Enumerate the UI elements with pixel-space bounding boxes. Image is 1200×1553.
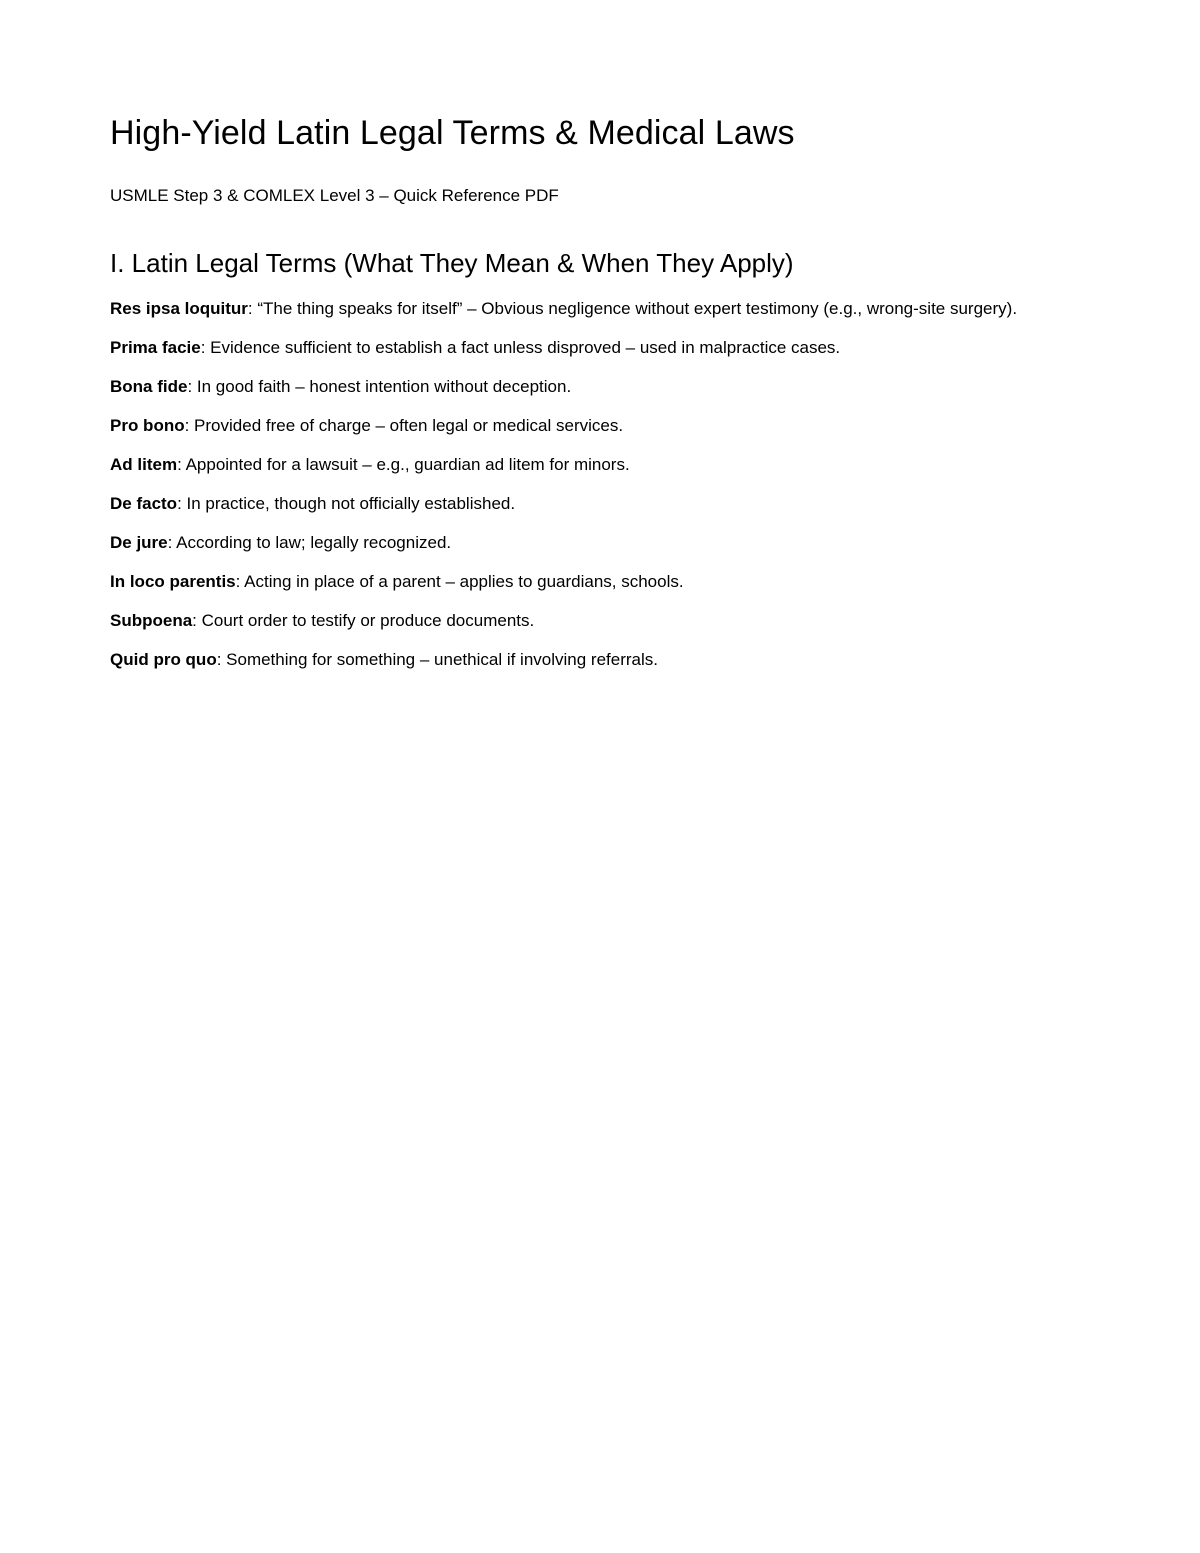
term-definition: : According to law; legally recognized. <box>167 533 452 552</box>
term-name: Bona fide <box>110 377 188 396</box>
term-definition: : In practice, though not officially established. <box>177 494 516 513</box>
term-item <box>110 452 1090 478</box>
term-definition: : Appointed for a lawsuit – e.g., guardian ad litem for minors. <box>177 455 630 474</box>
term-name: De facto <box>110 494 178 513</box>
document-title: High-Yield Latin Legal Terms & Medical Laws <box>110 114 795 152</box>
term-definition: : Acting in place of a parent – applies to guardians, schools. <box>235 572 684 591</box>
document-subtitle: USMLE Step 3 & COMLEX Level 3 – Quick Reference PDF <box>110 186 559 205</box>
term-name: Pro bono <box>110 416 185 435</box>
term-definition: : “The thing speaks for itself” – Obvious negligence without expert testimony (e.g., wrong-site surgery). <box>247 299 1018 318</box>
term-name: Res ipsa loquitur <box>110 299 248 318</box>
term-item <box>110 413 1090 439</box>
term-definition: : Evidence sufficient to establish a fact unless disproved – used in malpractice cases. <box>200 338 841 357</box>
term-name: Ad litem <box>110 455 178 474</box>
term-definition: : Something for something – unethical if involving referrals. <box>216 650 658 669</box>
term-name: De jure <box>110 533 168 552</box>
term-item <box>110 530 1090 556</box>
term-item <box>110 296 1090 322</box>
page-content <box>110 110 1090 686</box>
term-name: Subpoena <box>110 611 193 630</box>
term-definition: : In good faith – honest intention without deception. <box>187 377 572 396</box>
term-name: Quid pro quo <box>110 650 217 669</box>
section-heading-latin-terms: I. Latin Legal Terms (What They Mean & When They Apply) <box>110 248 794 278</box>
term-item <box>110 569 1090 595</box>
term-name: In loco parentis <box>110 572 236 591</box>
term-definition: : Provided free of charge – often legal or medical services. <box>184 416 624 435</box>
term-item <box>110 647 1090 673</box>
term-name: Prima facie <box>110 338 201 357</box>
term-item <box>110 608 1090 634</box>
term-item <box>110 374 1090 400</box>
term-list <box>110 296 1090 673</box>
term-definition: : Court order to testify or produce documents. <box>192 611 535 630</box>
term-item <box>110 491 1090 517</box>
term-item <box>110 335 1090 361</box>
